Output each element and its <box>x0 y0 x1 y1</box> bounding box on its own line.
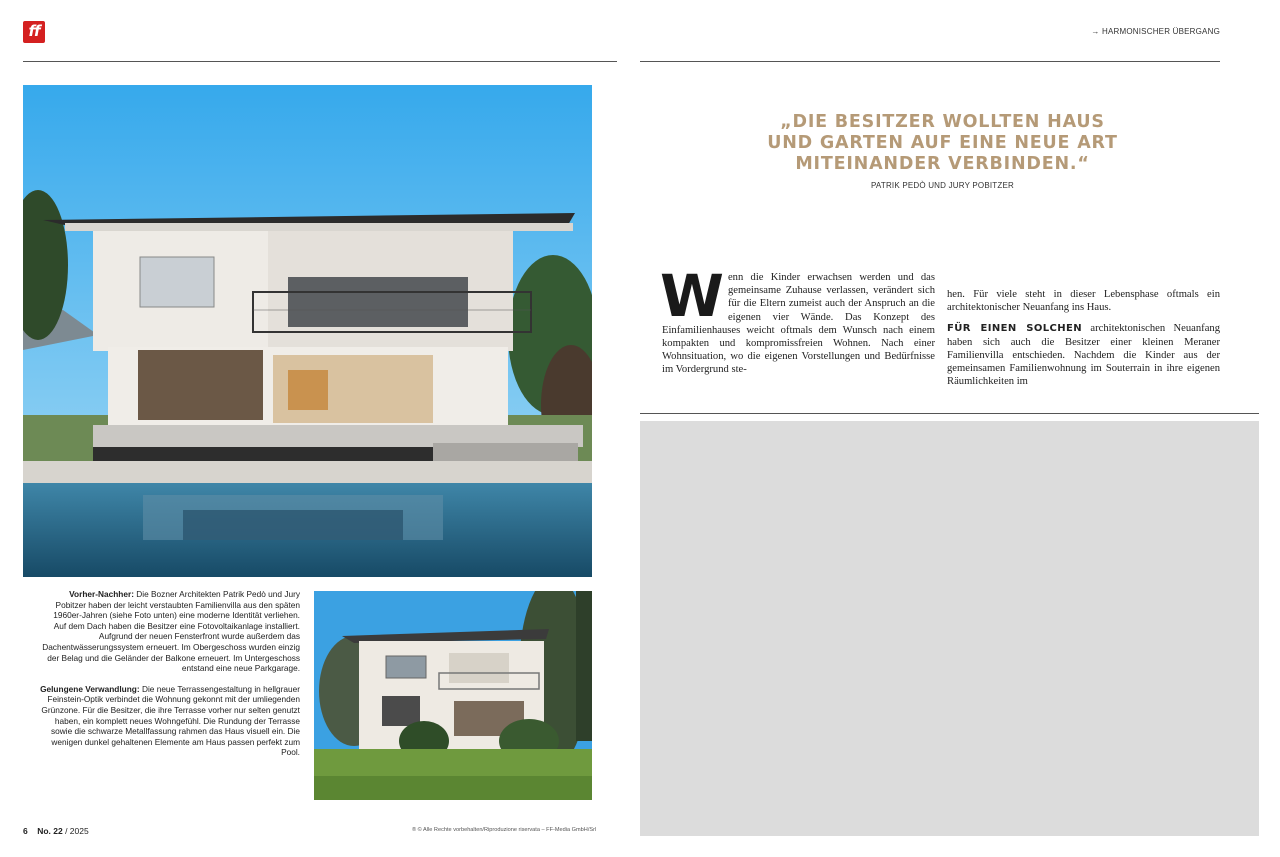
caption-transformation <box>40 684 300 758</box>
caption-before-after-text: Die Bozner Architekten Patrik Pedò und Jury Pobitzer haben der leicht verstaubten Familienvilla aus den späten 1960er-Jahren (siehe Foto unten) eine moderne Identität verliehen. Auf dem Dach haben die Besitzer eine Fotovoltaikanlage installiert. Aufgrund der neuen Fensterfront wurde außerdem das Dachentwässerungssystem erneuert. Im Obergeschoss wurden einzig der Belag und die Geländer der Balkone erneuert. Im Untergeschoss entstand eine neue Parkgarage. <box>42 589 300 674</box>
photo-caption <box>40 589 300 768</box>
issue-year: / 2025 <box>65 826 89 836</box>
right-body-rule <box>640 413 1259 414</box>
right-header-rule <box>640 61 1220 62</box>
ff-logo: ff <box>23 21 45 43</box>
article-col2-p2-text: architektonischen Neuanfang haben sich auch die Besitzer einer kleinen Meraner Familienvilla entschieden. Nachdem die Kinder aus der gemeinsamen Familienwohnung im Souterrain in ihre eigenen Räumlichkeiten im <box>947 323 1220 388</box>
caption-transformation-text: Die neue Terrassengestaltung in hellgrauer Feinstein-Optik verbindet die Wohnung gekonnt mit der umliegenden Grünzone. Für die Besitzer, die ihre Terrasse vorher nur selten genutzt haben, ein komplett neues Wohngefühl. Die Rundung der Terrasse sowie die schwarze Metallfassung rahmen das Haus visuell ein. Die wenigen dunkel gehaltenen Elemente am Haus passen perfekt zum Pool. <box>41 683 300 758</box>
page-number: 6 <box>23 826 28 836</box>
run-in-heading: FÜR EINEN SOLCHEN <box>947 323 1083 335</box>
main-photo-villa <box>23 85 592 577</box>
left-header-rule <box>23 61 617 62</box>
caption-before-after <box>40 589 300 674</box>
article-column-2 <box>947 288 1220 388</box>
issue-number: No. 22 <box>37 826 63 836</box>
article-col1-text: enn die Kinder erwachsen werden und das gemeinsame Zuhause verlassen, verändert sich für die Eltern zumeist auch der Anspruch an die eigenen vier Wände. Das Konzept des Einfamilienhauses weicht oftmals dem Wunsch nach einem kompakten und kompromissfreien Wohnen. Nach einer Wohnsituation, wo die eigenen Vorstellungen und Bedürfnisse im Vordergrund ste- <box>662 272 935 376</box>
page-footer <box>23 826 89 836</box>
copyright-notice: ® © Alle Rechte vorbehalten/Riproduzione riservata – FF-Media GmbH/Srl <box>412 827 597 833</box>
before-photo-villa <box>314 591 592 800</box>
section-tag: → HARMONISCHER ÜBERGANG <box>1091 27 1220 36</box>
article-col2-p1: hen. Für viele steht in dieser Lebensphase oftmals ein architektonischer Neuanfang ins Haus. <box>947 289 1220 314</box>
caption-transformation-label: Gelungene Verwandlung: <box>40 683 140 694</box>
quote-author: PATRIK PEDÒ UND JURY POBITZER <box>870 181 1014 190</box>
article-col2-p2 <box>947 322 1220 388</box>
drop-cap: W <box>660 262 724 330</box>
pull-quote: „DIE BESITZER WOLLTEN HAUS UND GARTEN AUF EINE NEUE ART MITEINANDER VERBINDEN.“ <box>767 112 1118 174</box>
image-placeholder <box>640 421 1259 836</box>
caption-before-after-label: Vorher-Nachher: <box>69 589 134 599</box>
article-column-1 <box>660 262 935 377</box>
